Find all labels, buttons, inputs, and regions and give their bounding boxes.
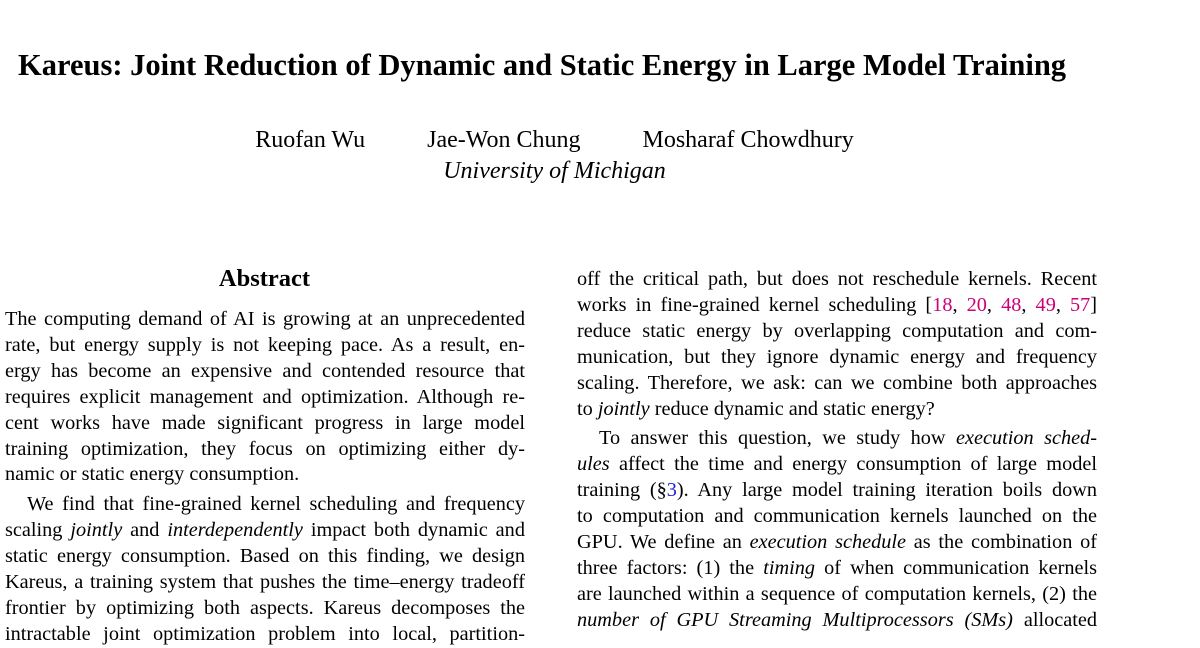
text-span: affect the time and energy consumption of large model <box>609 453 1097 476</box>
text-span: ). Any large model training iteration boils down <box>676 479 1098 502</box>
citation-link[interactable]: 20 <box>966 293 987 316</box>
text-line: requires explicit management and optimization. Although re- <box>5 385 525 408</box>
text-line: munication, but they ignore dynamic energy and frequency <box>577 345 1097 368</box>
citation-link[interactable]: 49 <box>1035 293 1056 316</box>
text-line: works in fine-grained kernel scheduling [18, 20, 48, 49, 57] <box>577 293 1098 316</box>
text-span: as the combination of <box>906 531 1097 554</box>
emphasis-text: jointly <box>70 519 123 542</box>
abstract-body <box>5 307 525 648</box>
author-name: Ruofan Wu <box>255 127 366 153</box>
emphasis-text: execution sched- <box>955 427 1097 450</box>
text-line: We find that fine-grained kernel scheduling and frequency <box>27 493 525 516</box>
text-span: allocated <box>1012 608 1098 631</box>
author-list <box>0 125 1109 155</box>
text-line: reduce static energy by overlapping computation and com- <box>577 319 1097 342</box>
emphasis-text: ules <box>577 453 610 476</box>
intro-body <box>577 267 1097 634</box>
text-line: scaling. Therefore, we ask: can we combine both approaches <box>577 371 1097 394</box>
text-line <box>577 452 1097 478</box>
emphasis-text: interdependently <box>167 519 303 542</box>
citation-link[interactable]: 48 <box>1001 293 1022 316</box>
text-line <box>577 556 1097 582</box>
text-line: off the critical path, but does not reschedule kernels. Recent <box>577 268 1097 290</box>
text-line: training optimization, they focus on optimizing either dy- <box>5 437 525 460</box>
text-line: frontier by optimizing both aspects. Kareus decomposes the <box>5 596 525 619</box>
text-span: training (§ <box>577 479 667 502</box>
text-line: namic or static energy consumption. <box>5 463 300 486</box>
text-line: static energy consumption. Based on this finding, we design <box>5 545 525 568</box>
text-span: reduce dynamic and static energy? <box>649 397 935 420</box>
text-line <box>577 478 1097 504</box>
text-line: to computation and communication kernels launched on the <box>577 505 1097 528</box>
text-span: ] <box>1090 293 1098 316</box>
text-span: of when communication kernels <box>815 556 1097 579</box>
author-name: Jae-Won Chung <box>427 127 581 153</box>
text-span: and <box>122 519 168 542</box>
text-line: intractable joint optimization problem into local, partition- <box>5 622 525 645</box>
text-line <box>577 426 1097 452</box>
citation-link[interactable]: 57 <box>1070 293 1091 316</box>
text-span: scaling <box>5 519 71 542</box>
abstract-heading: Abstract <box>218 265 311 292</box>
text-line: cent works have made significant progress in large model <box>5 411 525 434</box>
text-span: GPU. We define an <box>577 531 750 554</box>
text-line <box>577 397 1097 423</box>
emphasis-text: number of GPU Streaming Multiprocessors (SMs) <box>577 608 1013 631</box>
author-affiliation: University of Michigan <box>443 158 666 184</box>
text-line: are launched within a sequence of computation kernels, (2) the <box>577 582 1097 605</box>
emphasis-text: execution schedule <box>749 531 907 554</box>
section-reference-link[interactable]: 3 <box>666 479 677 502</box>
text-span: to <box>577 397 598 420</box>
emphasis-text: jointly <box>597 397 650 420</box>
text-span: three factors: (1) the <box>577 556 764 579</box>
paper-title: Kareus: Joint Reduction of Dynamic and Static Energy in Large Model Training <box>18 48 1067 82</box>
author-name: Mosharaf Chowdhury <box>642 127 854 153</box>
text-line <box>5 518 525 544</box>
text-span: To answer this question, we study how <box>599 427 956 450</box>
text-line: The computing demand of AI is growing at an unprecedented <box>5 308 525 330</box>
text-span: impact both dynamic and <box>302 519 525 542</box>
text-line <box>577 530 1097 556</box>
text-line: ergy has become an expensive and contended resource that <box>5 359 525 382</box>
text-span: works in fine-grained kernel scheduling [ <box>577 293 933 316</box>
text-line: rate, but energy supply is not keeping pace. As a result, en- <box>5 333 525 356</box>
citation-link[interactable]: 18 <box>932 293 953 316</box>
text-line: Kareus, a training system that pushes the time–energy tradeoff <box>5 571 525 594</box>
emphasis-text: timing <box>763 556 816 579</box>
